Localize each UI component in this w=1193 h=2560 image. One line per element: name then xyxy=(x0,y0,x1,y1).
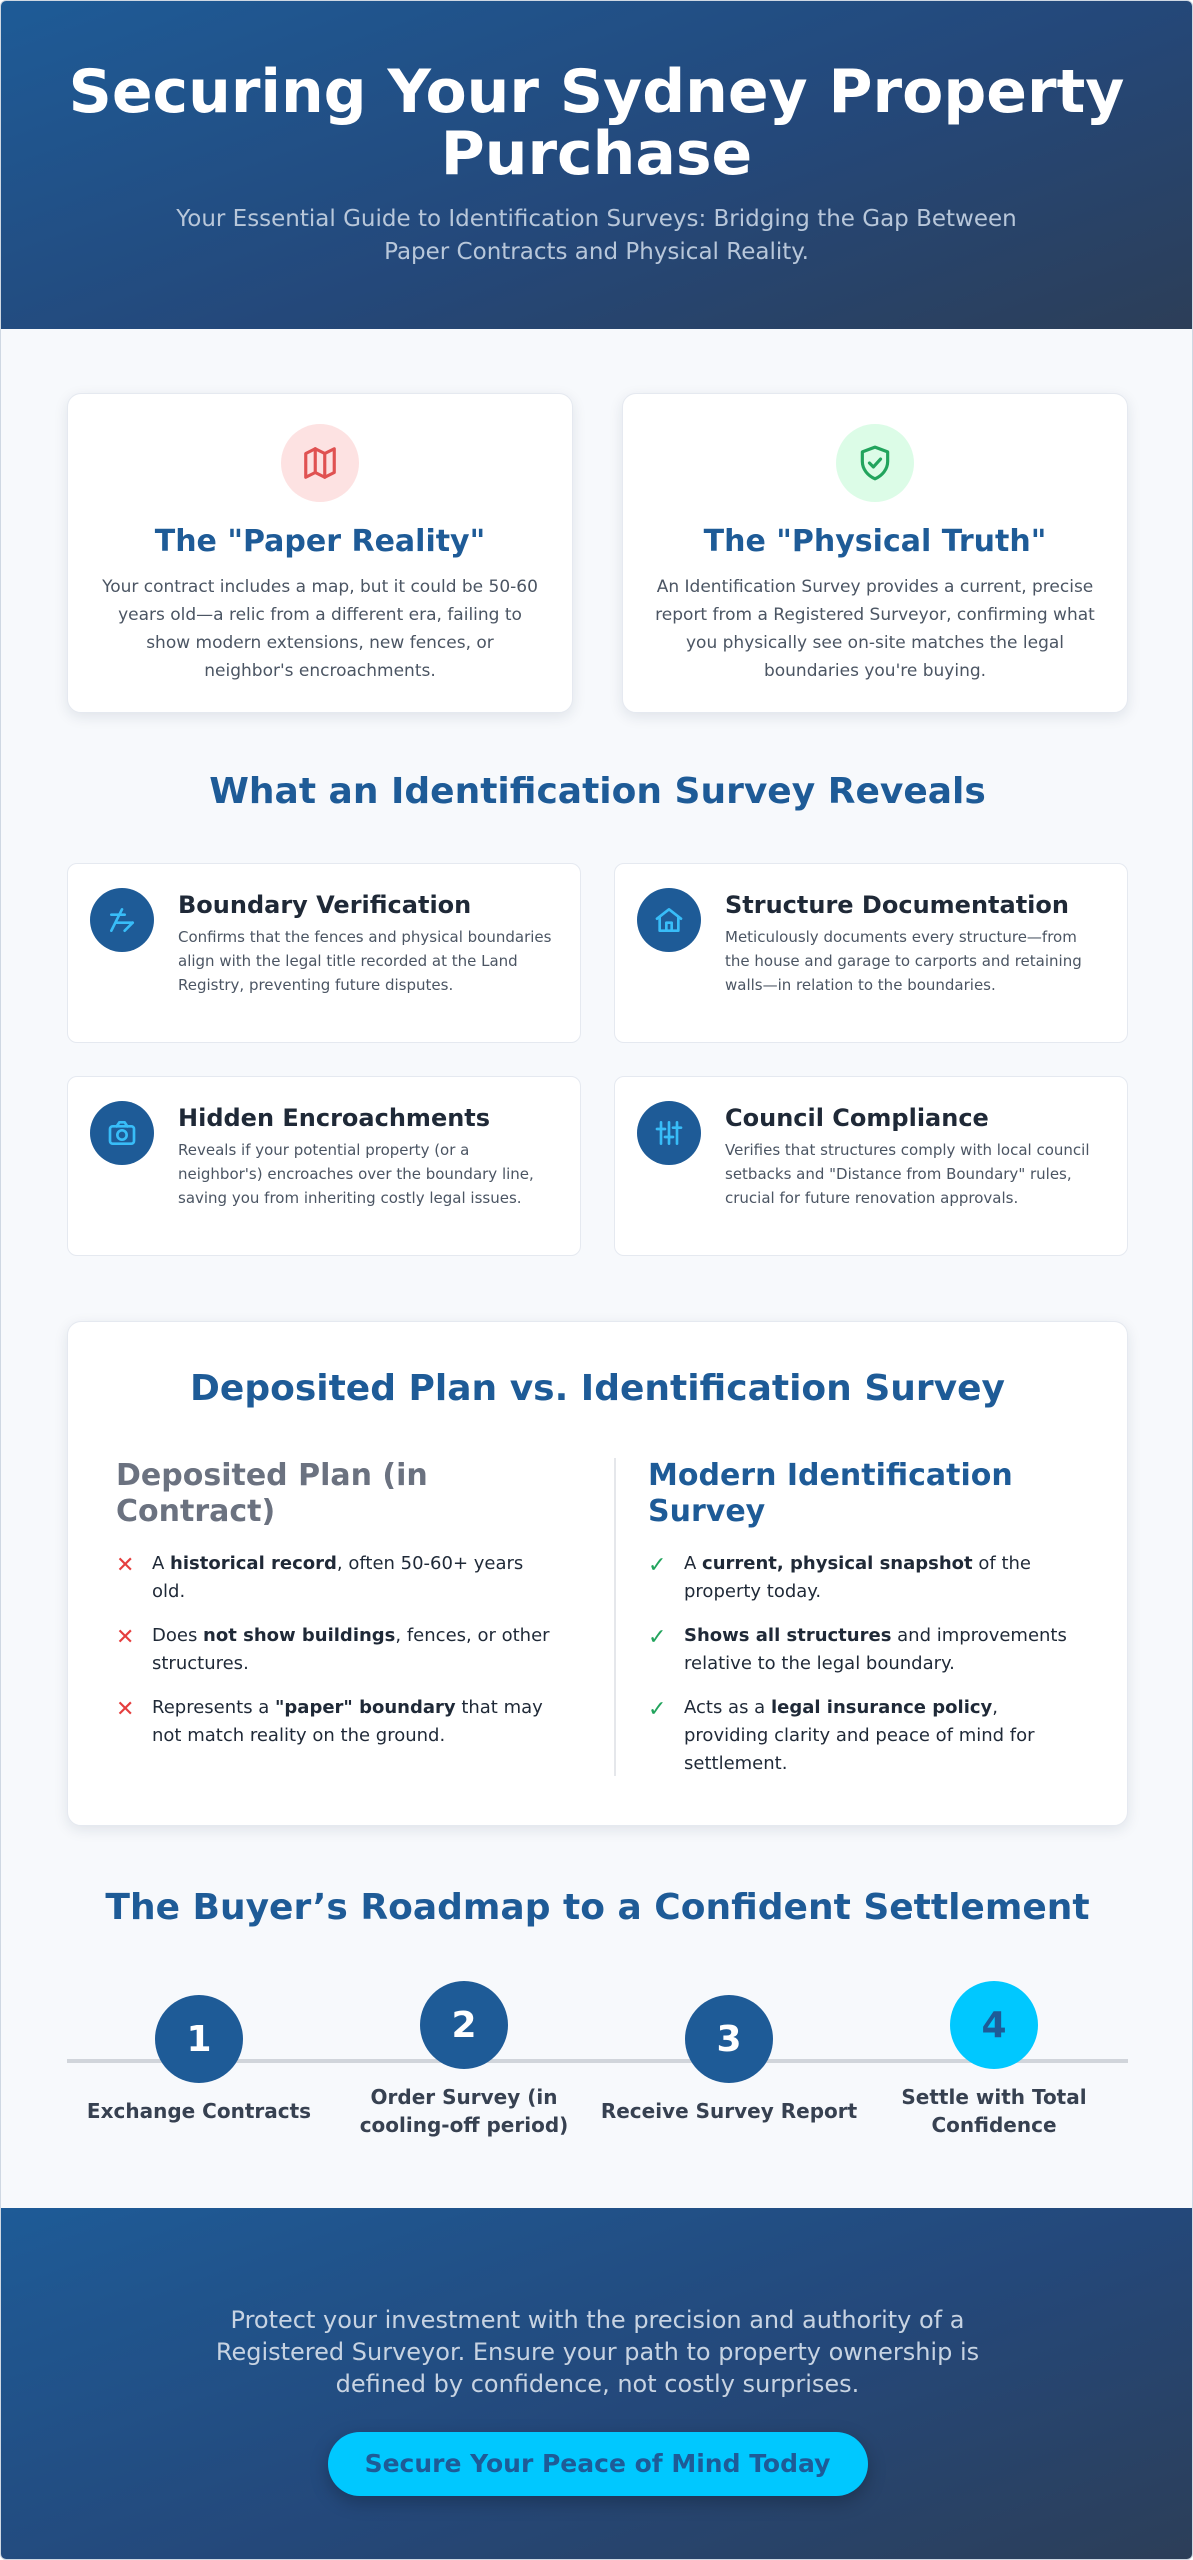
page-title: Securing Your Sydney Property Purchase xyxy=(68,57,1125,189)
feature-boundary-verification xyxy=(67,863,581,1043)
check-icon: ✓ xyxy=(648,1697,667,1722)
hero-banner xyxy=(1,1,1192,329)
list-item: ✕ Does not show buildings, fences, or other structures. xyxy=(116,1625,550,1674)
list-item: ✕ Represents a "paper" boundary that may not match reality on the ground. xyxy=(116,1697,543,1746)
cross-icon: ✕ xyxy=(116,1697,135,1722)
feature-title: Hidden Encroachments xyxy=(178,1104,491,1132)
list-item: ✓ Acts as a legal insurance policy, providing clarity and peace of mind for settlement. xyxy=(648,1697,1035,1774)
step-number: 1 xyxy=(155,1995,243,2083)
column-title: Modern Identification Survey xyxy=(648,1458,1013,1529)
roadmap-step-3 xyxy=(599,1995,859,2125)
check-icon: ✓ xyxy=(648,1553,667,1578)
feature-text: Reveals if your potential property (or a neighbor's) encroaches over the boundary line, saving you from inheriting costly legal issues. xyxy=(178,1141,534,1207)
feature-text: Verifies that structures comply with local council setbacks and "Distance from Boundary" rules, crucial for future renovation approvals. xyxy=(725,1141,1090,1207)
identification-survey-list xyxy=(648,1550,1088,1778)
reveals-section-title: What an Identification Survey Reveals xyxy=(209,771,986,812)
feature-text: Confirms that the fences and physical boundaries align with the legal title recorded at the Land Registry, preventing future disputes. xyxy=(178,928,552,994)
cross-icon: ✕ xyxy=(116,1553,135,1578)
feature-title: Council Compliance xyxy=(725,1104,989,1132)
feature-council-compliance xyxy=(614,1076,1128,1256)
deposited-plan-column xyxy=(116,1458,556,1766)
info-card-text: An Identification Survey provides a current, precise report from a Registered Surveyor, confirming what you physically see on-site matches the legal boundaries you're buying. xyxy=(655,577,1095,681)
step-number: 3 xyxy=(685,1995,773,2083)
comparison-title: Deposited Plan vs. Identification Survey xyxy=(190,1368,1005,1409)
page-subtitle: Your Essential Guide to Identification Surveys: Bridging the Gap Between Paper Contracts and Physical Reality. xyxy=(176,206,1017,265)
roadmap-step-1 xyxy=(69,1995,329,2125)
boundary-icon xyxy=(90,888,154,952)
info-cards xyxy=(67,393,1128,713)
info-card-text: Your contract includes a map, but it could be 50-60 years old—a relic from a different era, failing to show modern extensions, new fences, or neighbor's encroachments. xyxy=(102,577,538,681)
list-item: ✓ Shows all structures and improvements relative to the legal boundary. xyxy=(648,1625,1067,1674)
list-item: ✓ A current, physical snapshot of the property today. xyxy=(648,1553,1031,1602)
info-card-paper-reality xyxy=(67,393,573,713)
column-title: Deposited Plan (in Contract) xyxy=(116,1458,428,1529)
map-icon xyxy=(281,424,359,502)
feature-title: Boundary Verification xyxy=(178,891,472,919)
info-card-physical-truth xyxy=(622,393,1128,713)
shield-check-icon xyxy=(836,424,914,502)
feature-title: Structure Documentation xyxy=(725,891,1069,919)
step-label: Order Survey (in cooling-off period) xyxy=(359,2085,569,2137)
step-number: 4 xyxy=(950,1981,1038,2069)
roadmap-title: The Buyer’s Roadmap to a Confident Settlement xyxy=(105,1887,1090,1928)
column-divider xyxy=(614,1458,616,1776)
feature-hidden-encroachments xyxy=(67,1076,581,1256)
cta-button[interactable]: Secure Your Peace of Mind Today xyxy=(328,2432,868,2496)
step-label: Receive Survey Report xyxy=(600,2099,858,2123)
footer-banner xyxy=(1,2208,1193,2560)
deposited-plan-list xyxy=(116,1550,556,1750)
identification-survey-column xyxy=(648,1458,1088,1794)
check-icon: ✓ xyxy=(648,1625,667,1650)
sliders-icon xyxy=(637,1101,701,1165)
feature-structure-documentation xyxy=(614,863,1128,1043)
house-icon xyxy=(637,888,701,952)
list-item: ✕ A historical record, often 50-60+ years old. xyxy=(116,1553,524,1602)
info-card-title: The "Paper Reality" xyxy=(154,524,486,559)
roadmap-step-4 xyxy=(864,1981,1124,2139)
roadmap-step-2 xyxy=(334,1981,594,2139)
step-number: 2 xyxy=(420,1981,508,2069)
step-label: Exchange Contracts xyxy=(86,2099,312,2123)
info-card-title: The "Physical Truth" xyxy=(703,524,1047,559)
cross-icon: ✕ xyxy=(116,1625,135,1650)
step-label: Settle with Total Confidence xyxy=(901,2085,1087,2137)
comparison-card xyxy=(67,1321,1128,1826)
camera-icon xyxy=(90,1101,154,1165)
footer-text: Protect your investment with the precision and authority of a Registered Surveyor. Ensure your path to property ownership is defined by confidence, not costly surprises. xyxy=(215,2306,980,2398)
feature-text: Meticulously documents every structure—from the house and garage to carports and retaining walls—in relation to the boundaries. xyxy=(725,928,1082,994)
